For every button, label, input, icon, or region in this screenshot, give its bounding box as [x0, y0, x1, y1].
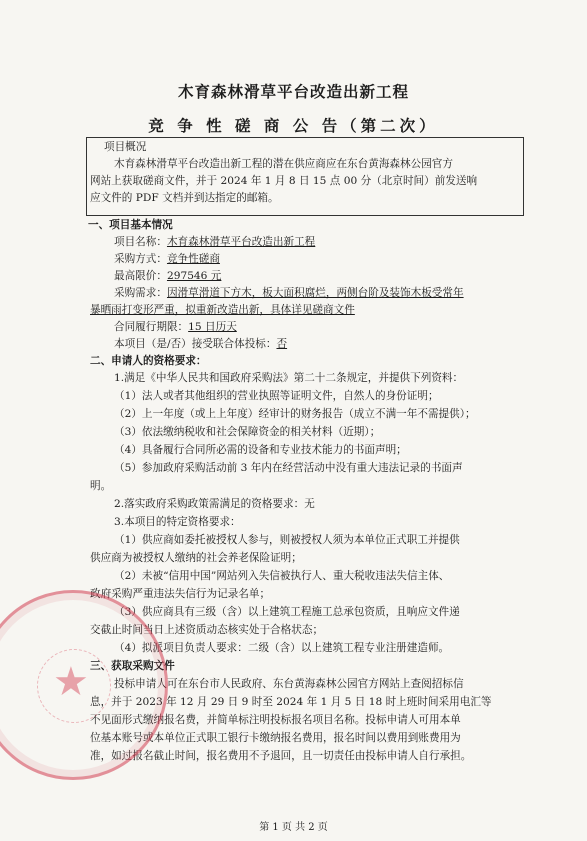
- section-3-heading: 三、获取采购文件: [90, 660, 175, 672]
- procurement-doc-line-1: 投标申请人可在东台市人民政府、东台黄海森林公园官方网站上查阅招标信: [114, 678, 464, 690]
- qualification-3: 3.本项目的特定资格要求：: [114, 516, 241, 528]
- overview-line-3: 应文件的 PDF 文档并到达指定的邮箱。: [90, 192, 279, 204]
- max-price-value: 297546 元: [166, 270, 222, 282]
- qualification-1-2: （2）上一年度（或上上年度）经审计的财务报告（成立不满一年不需提供）；: [114, 408, 476, 420]
- project-name-value: 木育森林滑草平台改造出新工程: [166, 236, 316, 248]
- overview-line-1: 木育森林滑草平台改造出新工程的潜在供应商应在东台黄海森林公园官方: [114, 158, 453, 170]
- qualification-1-5-cont: 明。: [90, 480, 112, 492]
- joint-bid-value: 否: [276, 338, 288, 350]
- overview-heading: 项目概况: [104, 141, 147, 153]
- demand-value-2: 暴晒雨打变形严重，拟重新改造出新，具体详见磋商文件: [90, 304, 355, 316]
- qualification-3-3: （3）供应商具有三级（含）以上建筑工程施工总承包资质，且响应文件递: [114, 606, 460, 618]
- procurement-method-label: 采购方式：: [114, 253, 167, 265]
- demand-value-1: 因滑草滑道下方木，板大面积腐烂，两侧台阶及装饰木板受常年: [166, 287, 464, 299]
- procurement-doc-line-5: 准，如过报名截止时间，报名费用不予退回，且一切责任由投标申请人自行承担。: [90, 750, 472, 762]
- document-subtitle: 竞 争 性 磋 商 公 告（第二次）: [148, 116, 439, 135]
- seal-star-icon: ★: [53, 659, 89, 705]
- section-2-heading: 二、申请人的资格要求：: [90, 355, 207, 367]
- qualification-1-4: （4）具备履行合同所必需的设备和专业技术能力的书面声明；: [114, 444, 407, 456]
- qualification-3-2-cont: 政府采购严重违法失信行为记录名单；: [90, 588, 271, 600]
- procurement-method-value: 竞争性磋商: [166, 253, 220, 265]
- qualification-3-1-cont: 供应商为被授权人缴纳的社会养老保险证明；: [90, 552, 302, 564]
- qualification-1: 1.满足《中华人民共和国政府采购法》第二十二条规定，并提供下列资料：: [114, 372, 464, 384]
- qualification-2: 2.落实政府采购政策需满足的资格要求：无: [114, 498, 315, 510]
- max-price-row: [114, 269, 221, 283]
- project-name-label: 项目名称：: [114, 236, 167, 248]
- overview-line-2: 网站上获取磋商文件，并于 2024 年 1 月 8 日 15 点 00 分（北京时间）前发送响: [90, 175, 478, 187]
- qualification-3-2: （2）未被“信用中国”网站列入失信被执行人、重大税收违法失信主体、: [114, 570, 450, 582]
- qualification-1-3: （3）依法缴纳税收和社会保障资金的相关材料（近期）；: [114, 426, 381, 438]
- qualification-1-1: （1）法人或者其他组织的营业执照等证明文件，自然人的身份证明；: [114, 390, 439, 402]
- procurement-doc-line-2: 息，并于 2023 年 12 月 29 日 9 时至 2024 年 1 月 5 日 18 时上班时间采用电汇等: [90, 696, 492, 708]
- document-title: 木育森林滑草平台改造出新工程: [177, 82, 409, 101]
- max-price-label: 最高限价：: [114, 270, 167, 282]
- qualification-1-5: （5）参加政府采购活动前 3 年内在经营活动中没有重大违法记录的书面声: [114, 462, 463, 474]
- procurement-doc-line-4: 位基本账号或本单位正式职工银行卡缴纳报名费用，报名时间以费用到账费用为: [90, 732, 461, 744]
- joint-bid-row: [114, 337, 287, 351]
- page-footer: 第 1 页 共 2 页: [259, 822, 328, 833]
- qualification-3-4: （4）拟派项目负责人要求：二级（含）以上建筑工程专业注册建造师。: [114, 642, 450, 654]
- procurement-doc-line-3: 不见面形式缴纳报名费，并简单标注明投标报名项目名称。投标申请人可用本单: [90, 714, 461, 726]
- qualification-3-3-cont: 交截止时间当日上述资质动态核实处于合格状态；: [90, 624, 324, 636]
- qualification-3-1: （1）供应商如委托被授权人参与，则被授权人须为本单位正式职工并提供: [114, 534, 460, 546]
- joint-bid-label: 本项目（是/否）接受联合体投标：: [114, 338, 277, 350]
- procurement-method-row: [114, 252, 220, 266]
- contract-period-value: 15 日历天: [188, 321, 237, 333]
- demand-row: [114, 286, 464, 300]
- contract-period-row: [114, 320, 237, 334]
- demand-label: 采购需求：: [114, 287, 167, 299]
- project-name-row: [114, 235, 315, 249]
- contract-period-label: 合同履行期限：: [114, 321, 189, 333]
- section-1-heading: 一、项目基本情况: [88, 219, 173, 231]
